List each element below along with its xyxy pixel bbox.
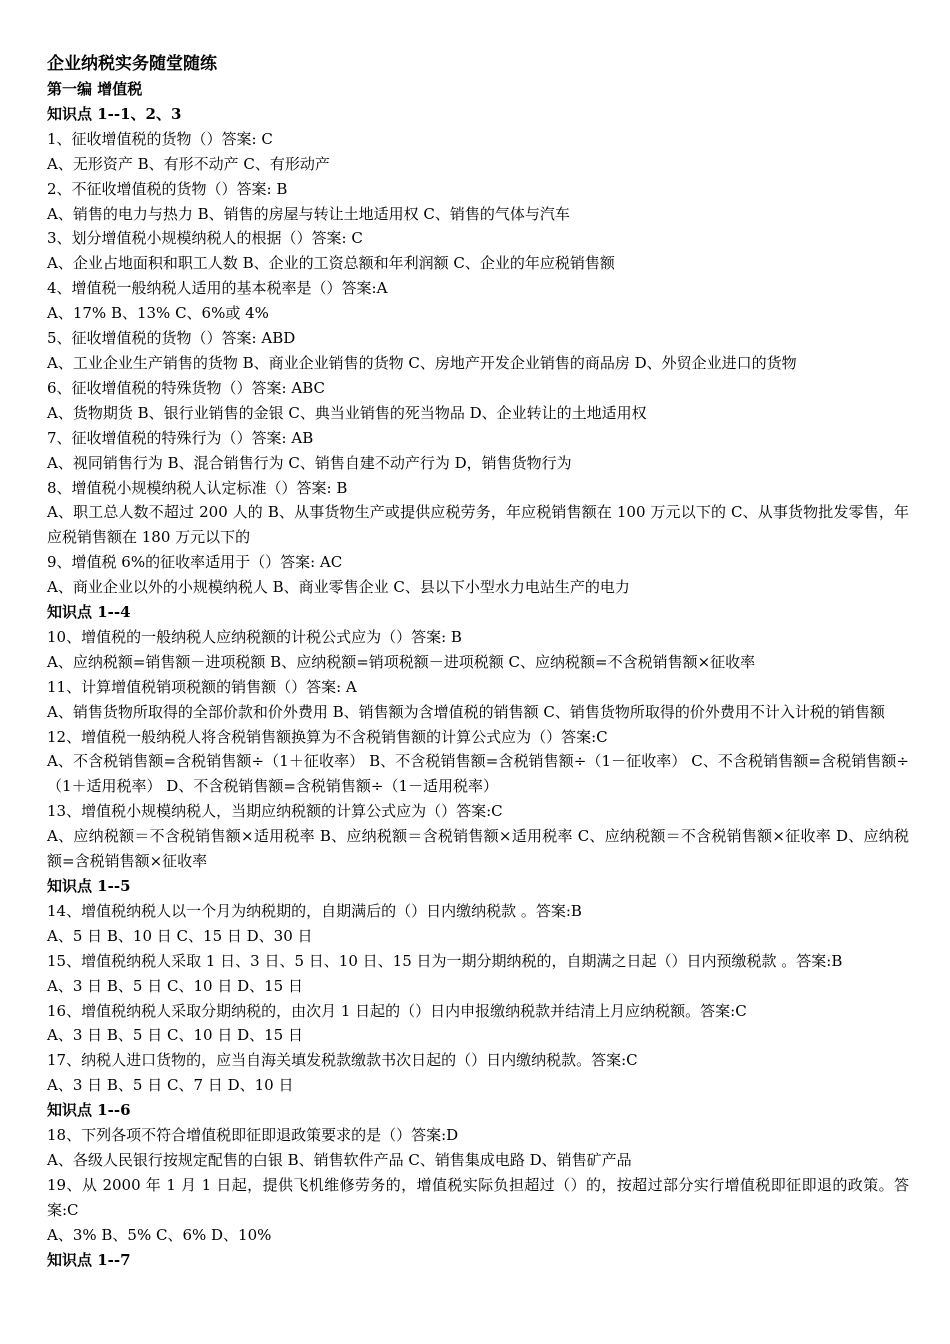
answer-options: A、商业企业以外的小规模纳税人 B、商业零售企业 C、县以下小型水力电站生产的电力 [47, 578, 630, 597]
question-text: 3、划分增值税小规模纳税人的根据（）答案: C [47, 229, 363, 248]
question-text: 2、不征收增值税的货物（）答案: B [47, 179, 288, 198]
answer-options: A、销售的电力与热力 B、销售的房屋与转让土地适用权 C、销售的气体与汽车 [47, 204, 570, 223]
section-heading: 第一编 增值税 [47, 80, 143, 98]
question-text: 11、计算增值税销项税额的销售额（）答案: A [47, 677, 357, 696]
question-text: 16、增值税纳税人采取分期纳税的，由次月 1 日起的（）日内申报缴纳税款并结清上月应纳税额。答案:C [47, 1001, 747, 1020]
answer-options: A、不含税销售额=含税销售额÷（1＋征收率） B、不含税销售额=含税销售额÷（1－征收率） C、不含税销售额=含税销售额÷（1＋适用税率） D、不含税销售额=含税销售额÷（1－适用税率） [47, 752, 909, 796]
answer-options: A、职工总人数不超过 200 人的 B、从事货物生产或提供应税劳务，年应税销售额在 100 万元以下的 C、从事货物批发零售，年应税销售额在 180 万元以下的 [47, 503, 909, 547]
answer-options: A、3% B、5% C、6% D、10% [47, 1225, 272, 1244]
question-text: 17、纳税人进口货物的，应当自海关填发税款缴款书次日起的（）日内缴纳税款。答案:C [47, 1051, 638, 1070]
answer-options: A、应纳税额＝不含税销售额×适用税率 B、应纳税额＝含税销售额×适用税率 C、应纳税额＝不含税销售额×征收率 D、应纳税额=含税销售额×征收率 [47, 827, 909, 871]
document-title: 企业纳税实务随堂随练 [47, 54, 217, 74]
answer-options: A、应纳税额=销售额－进项税额 B、应纳税额=销项税额－进项税额 C、应纳税额=不含税销售额×征收率 [47, 652, 756, 671]
question-text: 5、征收增值税的货物（）答案: ABD [47, 329, 296, 348]
question-text: 14、增值税纳税人以一个月为纳税期的，自期满后的（）日内缴纳税款 。答案:B [47, 901, 582, 920]
question-text: 6、征收增值税的特殊货物（）答案: ABC [47, 378, 325, 397]
answer-options: A、17% B、13% C、6%或 4% [47, 304, 269, 323]
question-text: 12、增值税一般纳税人将含税销售额换算为不含税销售额的计算公式应为（）答案:C [47, 727, 608, 746]
section-heading: 知识点 1--5 [47, 877, 131, 895]
question-text: 9、增值税 6%的征收率适用于（）答案: AC [47, 553, 343, 572]
answer-options: A、3 日 B、5 日 C、10 日 D、15 日 [47, 1026, 303, 1045]
question-text: 18、下列各项不符合增值税即征即退政策要求的是（）答案:D [47, 1126, 459, 1145]
answer-options: A、视同销售行为 B、混合销售行为 C、销售自建不动产行为 D，销售货物行为 [47, 453, 572, 472]
answer-options: A、销售货物所取得的全部价款和价外费用 B、销售额为含增值税的销售额 C、销售货物所取得的价外费用不计入计税的销售额 [47, 702, 885, 721]
answer-options: A、货物期货 B、银行业销售的金银 C、典当业销售的死当物品 D、企业转让的土地适用权 [47, 403, 647, 422]
question-text: 4、增值税一般纳税人适用的基本税率是（）答案:A [47, 279, 388, 298]
document [47, 52, 909, 1273]
answer-options: A、3 日 B、5 日 C、7 日 D、10 日 [47, 1076, 294, 1095]
answer-options: A、企业占地面积和职工人数 B、企业的工资总额和年利润额 C、企业的年应税销售额 [47, 254, 615, 273]
section-heading: 知识点 1--1、2、3 [47, 104, 182, 123]
answer-options: A、工业企业生产销售的货物 B、商业企业销售的货物 C、房地产开发企业销售的商品房 D、外贸企业进口的货物 [47, 353, 797, 372]
section-heading: 知识点 1--6 [47, 1101, 131, 1120]
answer-options: A、无形资产 B、有形不动产 C、有形动产 [47, 154, 330, 173]
section-heading: 知识点 1--4 [47, 603, 131, 622]
answer-options: A、各级人民银行按规定配售的白银 B、销售软件产品 C、销售集成电路 D、销售矿产品 [47, 1150, 632, 1169]
question-text: 7、征收增值税的特殊行为（）答案: AB [47, 428, 314, 447]
question-text: 19、从 2000 年 1 月 1 日起，提供飞机维修劳务的，增值税实际负担超过（）的，按超过部分实行增值税即征即退的政策。答案:C [47, 1175, 909, 1219]
question-text: 10、增值税的一般纳税人应纳税额的计税公式应为（）答案: B [47, 627, 462, 646]
question-text: 13、增值税小规模纳税人，当期应纳税额的计算公式应为（）答案:C [47, 802, 503, 821]
document-body [47, 77, 909, 1273]
question-text: 1、征收增值税的货物（）答案: C [47, 129, 273, 148]
answer-options: A、5 日 B、10 日 C、15 日 D、30 日 [47, 926, 313, 945]
question-text: 15、增值税纳税人采取 1 日、3 日、5 日、10 日、15 日为一期分期纳税的，自期满之日起（）日内预缴税款 。答案:B [47, 951, 843, 970]
answer-options: A、3 日 B、5 日 C、10 日 D、15 日 [47, 976, 303, 995]
question-text: 8、增值税小规模纳税人认定标准（）答案: B [47, 478, 348, 497]
section-heading: 知识点 1--7 [47, 1250, 131, 1269]
